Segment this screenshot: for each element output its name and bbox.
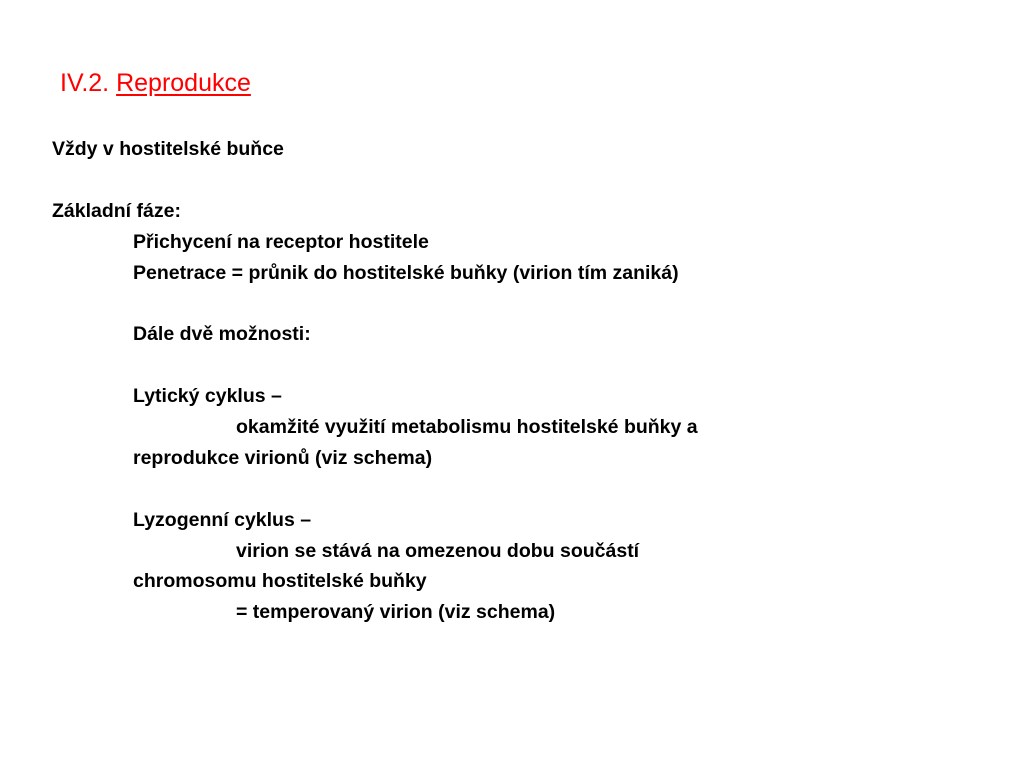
body-line-lytic-desc-1: okamžité využití metabolismu hostitelské buňky a bbox=[236, 416, 698, 439]
title-text: Reprodukce bbox=[116, 69, 251, 97]
body-line-lysogenic-cycle: Lyzogenní cyklus – bbox=[133, 508, 312, 531]
body-line-penetration: Penetrace = průnik do hostitelské buňky (virion tím zaniká) bbox=[133, 261, 679, 284]
body-line-lytic-desc-2: reprodukce virionů (viz schema) bbox=[133, 446, 433, 469]
blank-line bbox=[52, 288, 992, 319]
slide-title bbox=[60, 66, 251, 100]
body-line-lytic-cycle: Lytický cyklus – bbox=[133, 385, 282, 408]
body-line-temperate-virion: = temperovaný virion (viz schema) bbox=[236, 601, 556, 624]
slide-body bbox=[52, 134, 992, 628]
body-line-lysogenic-desc-2: chromosomu hostitelské buňky bbox=[133, 570, 427, 593]
body-line-basic-phases: Základní fáze: bbox=[52, 199, 181, 222]
blank-line bbox=[52, 165, 992, 196]
blank-line bbox=[52, 474, 992, 505]
body-line-lysogenic-desc-1: virion se stává na omezenou dobu součástí bbox=[236, 539, 640, 562]
blank-line bbox=[52, 350, 992, 381]
body-line-two-options: Dále dvě možnosti: bbox=[133, 323, 311, 346]
title-number: IV.2. bbox=[60, 69, 110, 97]
body-line-1: Vždy v hostitelské buňce bbox=[52, 138, 284, 160]
body-line-attachment: Přichycení na receptor hostitele bbox=[133, 230, 429, 253]
